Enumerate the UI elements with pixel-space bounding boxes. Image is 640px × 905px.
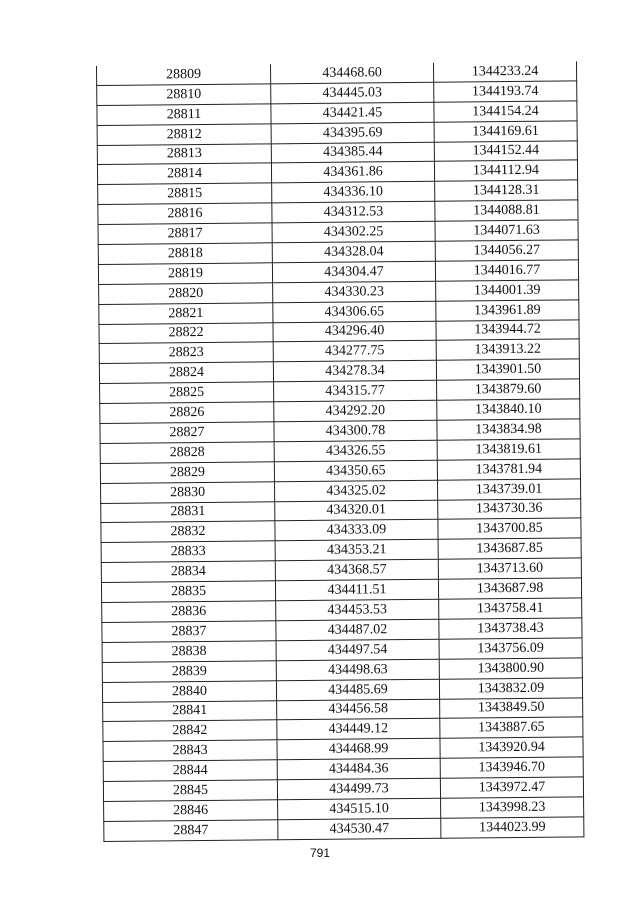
x-coordinate-cell: 434515.10: [278, 798, 441, 819]
point-id-cell: 28847: [104, 820, 278, 842]
x-coordinate-cell: 434449.12: [277, 719, 440, 740]
point-id-cell: 28825: [100, 382, 274, 404]
y-coordinate-cell: 1344071.63: [435, 220, 578, 241]
point-id-cell: 28809: [96, 64, 270, 85]
x-coordinate-cell: 434278.34: [273, 361, 436, 382]
y-coordinate-cell: 1343913.22: [436, 339, 579, 360]
point-id-cell: 28823: [99, 342, 273, 364]
x-coordinate-cell: 434498.63: [276, 659, 439, 680]
x-coordinate-cell: 434325.02: [274, 480, 437, 501]
x-coordinate-cell: 434306.65: [273, 301, 436, 322]
y-coordinate-cell: 1343832.09: [439, 677, 582, 698]
y-coordinate-cell: 1343700.85: [438, 518, 581, 539]
y-coordinate-cell: 1343972.47: [440, 777, 583, 798]
x-coordinate-cell: 434312.53: [272, 201, 435, 222]
y-coordinate-cell: 1344128.31: [435, 180, 578, 201]
point-id-cell: 28821: [99, 303, 273, 325]
x-coordinate-cell: 434499.73: [277, 778, 440, 799]
x-coordinate-cell: 434336.10: [272, 182, 435, 203]
point-id-cell: 28812: [97, 123, 271, 145]
y-coordinate-cell: 1343738.43: [439, 618, 582, 639]
y-coordinate-cell: 1343758.41: [439, 598, 582, 619]
y-coordinate-cell: 1344193.74: [434, 81, 577, 102]
point-id-cell: 28826: [100, 402, 274, 424]
x-coordinate-cell: 434320.01: [275, 500, 438, 521]
x-coordinate-cell: 434487.02: [276, 619, 439, 640]
y-coordinate-cell: 1343946.70: [440, 757, 583, 778]
point-id-cell: 28840: [102, 680, 276, 702]
y-coordinate-cell: 1343781.94: [437, 459, 580, 480]
y-coordinate-cell: 1343944.72: [436, 319, 579, 340]
y-coordinate-cell: 1343834.98: [437, 419, 580, 440]
point-id-cell: 28813: [97, 143, 271, 165]
point-id-cell: 28834: [101, 561, 275, 583]
x-coordinate-cell: 434385.44: [271, 142, 434, 163]
y-coordinate-cell: 1343687.98: [438, 578, 581, 599]
point-id-cell: 28837: [102, 621, 276, 643]
x-coordinate-cell: 434468.99: [277, 739, 440, 760]
x-coordinate-cell: 434304.47: [272, 261, 435, 282]
y-coordinate-cell: 1344088.81: [435, 200, 578, 221]
x-coordinate-cell: 434421.45: [271, 102, 434, 123]
y-coordinate-cell: 1344169.61: [434, 121, 577, 142]
x-coordinate-cell: 434326.55: [274, 440, 437, 461]
point-id-cell: 28824: [99, 362, 273, 384]
x-coordinate-cell: 434368.57: [275, 560, 438, 581]
y-coordinate-cell: 1343756.09: [439, 638, 582, 659]
y-coordinate-cell: 1344233.24: [433, 61, 576, 82]
point-id-cell: 28814: [97, 163, 271, 185]
y-coordinate-cell: 1343730.36: [438, 498, 581, 519]
point-id-cell: 28819: [98, 263, 272, 285]
y-coordinate-cell: 1343998.23: [441, 797, 584, 818]
y-coordinate-cell: 1344023.99: [441, 817, 584, 838]
y-coordinate-cell: 1343901.50: [436, 359, 579, 380]
point-id-cell: 28830: [101, 482, 275, 504]
point-id-cell: 28827: [100, 422, 274, 444]
point-id-cell: 28844: [103, 760, 277, 782]
y-coordinate-cell: 1344056.27: [435, 240, 578, 261]
point-id-cell: 28839: [102, 661, 276, 683]
x-coordinate-cell: 434292.20: [274, 400, 437, 421]
point-id-cell: 28831: [101, 501, 275, 523]
point-id-cell: 28817: [98, 223, 272, 245]
x-coordinate-cell: 434315.77: [274, 380, 437, 401]
x-coordinate-cell: 434277.75: [273, 341, 436, 362]
y-coordinate-cell: 1343920.94: [440, 737, 583, 758]
point-id-cell: 28829: [100, 462, 274, 484]
point-id-cell: 28833: [101, 541, 275, 563]
y-coordinate-cell: 1344112.94: [434, 160, 577, 181]
point-id-cell: 28820: [99, 283, 273, 305]
point-id-cell: 28841: [103, 700, 277, 722]
y-coordinate-cell: 1343739.01: [437, 479, 580, 500]
x-coordinate-cell: 434330.23: [273, 281, 436, 302]
x-coordinate-cell: 434468.60: [270, 63, 433, 84]
point-id-cell: 28836: [102, 601, 276, 623]
point-id-cell: 28811: [97, 104, 271, 126]
coordinates-table: [96, 61, 584, 841]
point-id-cell: 28843: [103, 740, 277, 762]
x-coordinate-cell: 434296.40: [273, 321, 436, 342]
x-coordinate-cell: 434353.21: [275, 540, 438, 561]
point-id-cell: 28832: [101, 521, 275, 543]
point-id-cell: 28816: [98, 203, 272, 225]
point-id-cell: 28838: [102, 641, 276, 663]
x-coordinate-cell: 434361.86: [271, 162, 434, 183]
y-coordinate-cell: 1344152.44: [434, 140, 577, 161]
y-coordinate-cell: 1343840.10: [437, 399, 580, 420]
y-coordinate-cell: 1343713.60: [438, 558, 581, 579]
point-id-cell: 28845: [103, 780, 277, 802]
x-coordinate-cell: 434350.65: [274, 460, 437, 481]
x-coordinate-cell: 434484.36: [277, 758, 440, 779]
y-coordinate-cell: 1344016.77: [435, 260, 578, 281]
point-id-cell: 28828: [100, 442, 274, 464]
y-coordinate-cell: 1343887.65: [440, 717, 583, 738]
point-id-cell: 28842: [103, 720, 277, 742]
page-number: 791: [309, 846, 331, 860]
x-coordinate-cell: 434485.69: [276, 679, 439, 700]
x-coordinate-cell: 434530.47: [278, 818, 441, 839]
y-coordinate-cell: 1343849.50: [440, 697, 583, 718]
x-coordinate-cell: 434411.51: [275, 579, 438, 600]
x-coordinate-cell: 434497.54: [276, 639, 439, 660]
y-coordinate-cell: 1343961.89: [436, 300, 579, 321]
y-coordinate-cell: 1343819.61: [437, 439, 580, 460]
x-coordinate-cell: 434333.09: [275, 520, 438, 541]
y-coordinate-cell: 1343800.90: [439, 658, 582, 679]
point-id-cell: 28815: [98, 183, 272, 205]
x-coordinate-cell: 434456.58: [277, 699, 440, 720]
table-row: [104, 817, 584, 841]
x-coordinate-cell: 434445.03: [271, 82, 434, 103]
y-coordinate-cell: 1344001.39: [436, 280, 579, 301]
point-id-cell: 28835: [101, 581, 275, 603]
x-coordinate-cell: 434395.69: [271, 122, 434, 143]
x-coordinate-cell: 434328.04: [272, 241, 435, 262]
point-id-cell: 28810: [97, 84, 271, 106]
y-coordinate-cell: 1343687.85: [438, 538, 581, 559]
x-coordinate-cell: 434453.53: [276, 599, 439, 620]
x-coordinate-cell: 434302.25: [272, 221, 435, 242]
point-id-cell: 28846: [104, 800, 278, 822]
x-coordinate-cell: 434300.78: [274, 420, 437, 441]
point-id-cell: 28818: [98, 243, 272, 265]
y-coordinate-cell: 1344154.24: [434, 101, 577, 122]
point-id-cell: 28822: [99, 322, 273, 344]
coordinates-table-body: [96, 61, 583, 841]
y-coordinate-cell: 1343879.60: [437, 379, 580, 400]
